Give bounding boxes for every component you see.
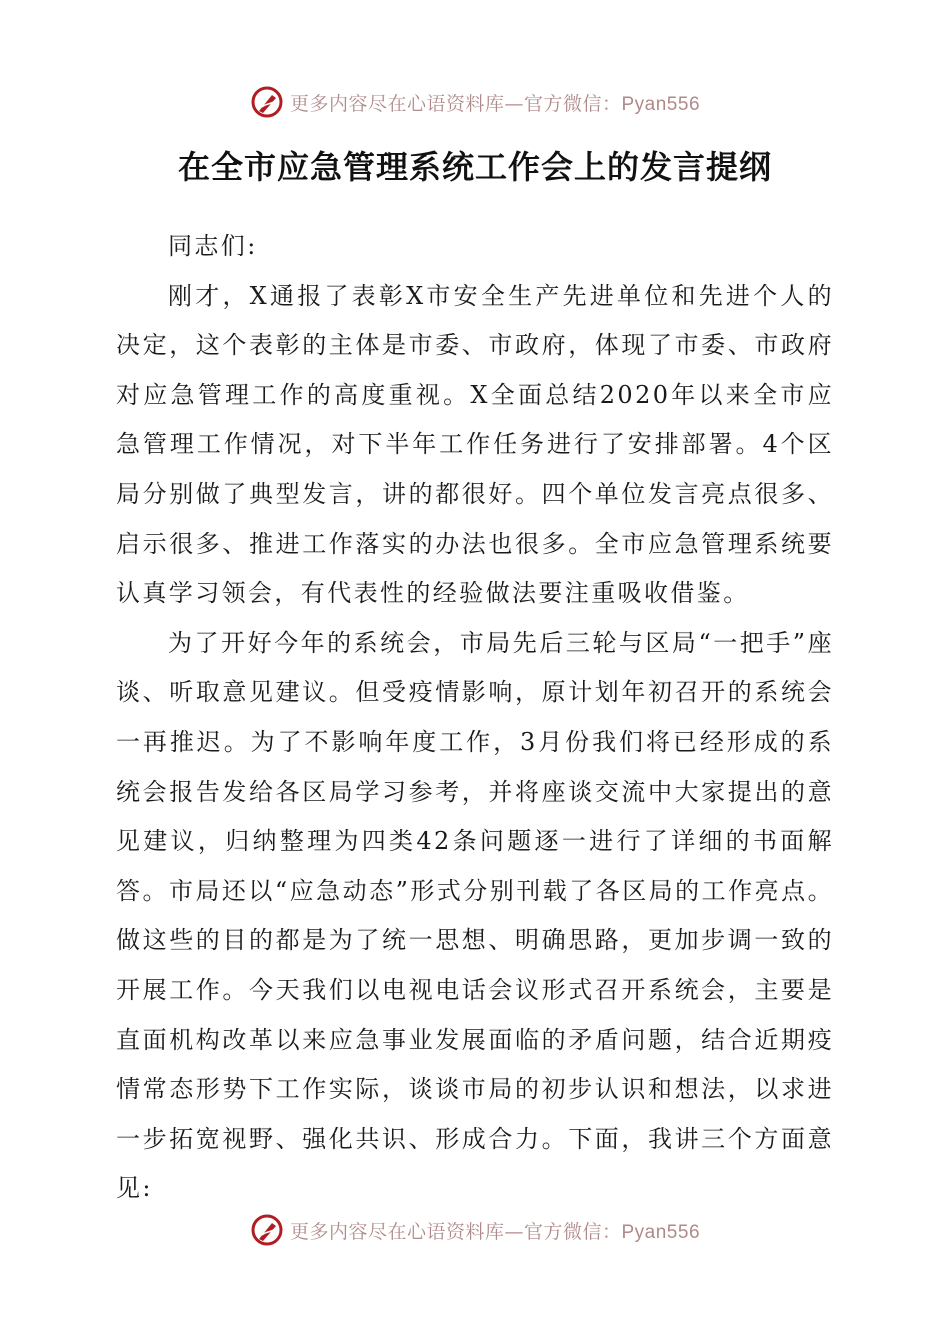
header-banner-text [290, 89, 700, 116]
document-title: 在全市应急管理系统工作会上的发言提纲 [177, 148, 772, 186]
document-body [116, 222, 834, 1214]
footer-banner-label: 更多内容尽在心语资料库—官方微信： [289, 1220, 622, 1243]
pen-nib-logo-icon [250, 1213, 284, 1247]
header-banner-handle: Pyan556 [621, 93, 701, 115]
footer-banner-handle: Pyan556 [621, 1221, 701, 1243]
footer-banner [0, 1210, 950, 1250]
pen-nib-logo-icon [250, 85, 284, 119]
greeting: 同志们: [168, 232, 258, 260]
footer-banner-text [290, 1217, 700, 1244]
paragraph-1: 刚才，X通报了表彰X市安全生产先进单位和先进个人的决定，这个表彰的主体是市委、市政府，体现了市委、市政府对应急管理工作的高度重视。X全面总结2020年以来全市应急管理工作情况，对下半年工作任务进行了安排部署。4个区局分别做了典型发言，讲的都很好。四个单位发言亮点很多、启示很多、推进工作落实的办法也很多。全市应急管理系统要认真学习领会，有代表性的经验做法要注重吸收借鉴。 [116, 281, 834, 608]
header-banner-label: 更多内容尽在心语资料库—官方微信： [289, 92, 622, 115]
header-banner [0, 82, 950, 122]
paragraph-2: 为了开好今年的系统会，市局先后三轮与区局“一把手”座谈、听取意见建议。但受疫情影响，原计划年初召开的系统会一再推迟。为了不影响年度工作，3月份我们将已经形成的系统会报告发给各区局学习参考，并将座谈交流中大家提出的意见建议，归纳整理为四类42条问题逐一进行了详细的书面解答。市局还以“应急动态”形式分别刊载了各区局的工作亮点。做这些的目的都是为了统一思想、明确思路，更加步调一致的开展工作。今天我们以电视电话会议形式召开系统会，主要是直面机构改革以来应急事业发展面临的矛盾问题，结合近期疫情常态形势下工作实际，谈谈市局的初步认识和想法，以求进一步拓宽视野、强化共识、形成合力。下面，我讲三个方面意见: [116, 628, 834, 1203]
